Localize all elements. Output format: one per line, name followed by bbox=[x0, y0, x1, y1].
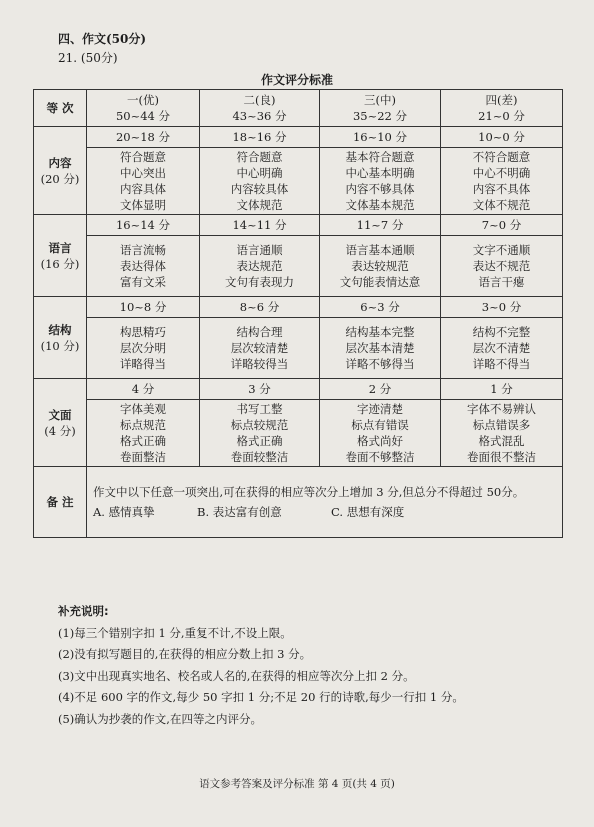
criterion: 内容具体 bbox=[120, 182, 166, 196]
criterion: 层次分明 bbox=[120, 341, 166, 355]
category-name: 内容 bbox=[48, 155, 72, 170]
score-row bbox=[34, 127, 563, 148]
note-text: 作文中以下任意一项突出,可在获得的相应等次分上增加 3 分,但总分不得超过 50分。 bbox=[93, 485, 525, 499]
category-name: 结构 bbox=[48, 322, 72, 337]
score-row bbox=[34, 379, 563, 400]
note-cell bbox=[87, 467, 563, 538]
criteria-row bbox=[34, 318, 563, 379]
supplement-title: 补充说明: bbox=[58, 604, 109, 618]
level-1-header: 一(优) 50~44 分 bbox=[87, 90, 200, 127]
criterion: 结构基本完整 bbox=[345, 325, 415, 339]
criterion: 中心不明确 bbox=[472, 166, 531, 180]
category-points: (10 分) bbox=[40, 338, 80, 353]
criterion: 符合题意 bbox=[236, 150, 283, 164]
criterion: 语言干瘪 bbox=[478, 275, 525, 289]
level-3-header: 三(中) 35~22 分 bbox=[320, 90, 441, 127]
score-range-cell: 18~16 分 bbox=[200, 127, 320, 148]
section-title: 四、作文(50分) bbox=[58, 32, 147, 46]
grading-table bbox=[33, 89, 563, 538]
score-range-cell: 4 分 bbox=[87, 379, 200, 400]
criteria-cell bbox=[200, 148, 320, 215]
score-range-cell: 8~6 分 bbox=[200, 297, 320, 318]
criterion: 字体美观 bbox=[120, 402, 166, 416]
criterion: 中心明确 bbox=[236, 166, 283, 180]
criteria-row bbox=[34, 236, 563, 297]
criterion: 标点有错误 bbox=[351, 418, 409, 432]
criterion: 书写工整 bbox=[236, 402, 283, 416]
criterion: 语言流畅 bbox=[120, 243, 166, 257]
criterion: 格式尚好 bbox=[357, 434, 403, 448]
criteria-cell bbox=[200, 318, 320, 379]
level-4-header: 四(差) 21~0 分 bbox=[441, 90, 563, 127]
criteria-row bbox=[34, 148, 563, 215]
criterion: 不符合题意 bbox=[472, 150, 531, 164]
note-options bbox=[93, 502, 556, 522]
criterion: 表达规范 bbox=[236, 259, 283, 273]
criterion: 中心突出 bbox=[120, 166, 166, 180]
score-row bbox=[34, 297, 563, 318]
level-label: 等 次 bbox=[34, 90, 87, 127]
category-cell bbox=[34, 127, 87, 215]
criterion: 表达不规范 bbox=[472, 259, 531, 273]
score-range-cell: 3~0 分 bbox=[441, 297, 563, 318]
note-row bbox=[34, 467, 563, 538]
criteria-cell bbox=[441, 236, 563, 297]
criterion: 结构合理 bbox=[236, 325, 283, 339]
score-range-cell: 10~8 分 bbox=[87, 297, 200, 318]
criterion: 卷面很不整洁 bbox=[467, 450, 536, 464]
criteria-cell bbox=[320, 236, 441, 297]
score-range-cell: 20~18 分 bbox=[87, 127, 200, 148]
criterion: 基本符合题意 bbox=[345, 150, 415, 164]
criterion: 卷面整洁 bbox=[120, 450, 166, 464]
criteria-cell bbox=[441, 318, 563, 379]
criterion: 详略不够得当 bbox=[345, 357, 415, 371]
criterion: 构思精巧 bbox=[120, 325, 166, 339]
criteria-cell bbox=[87, 148, 200, 215]
supplement bbox=[58, 601, 464, 730]
category-points: (4 分) bbox=[44, 423, 76, 438]
criterion: 语言基本通顺 bbox=[345, 243, 415, 257]
note-label: 备 注 bbox=[34, 467, 87, 538]
category-cell bbox=[34, 297, 87, 379]
criterion: 文字不通顺 bbox=[472, 243, 531, 257]
criterion: 字体不易辨认 bbox=[467, 402, 536, 416]
criteria-cell bbox=[87, 236, 200, 297]
level-2-header: 二(良) 43~36 分 bbox=[200, 90, 320, 127]
criterion: 详略较得当 bbox=[230, 357, 289, 371]
supplement-item: (2)没有拟写题目的,在获得的相应分数上扣 3 分。 bbox=[58, 647, 312, 661]
score-range-cell: 16~14 分 bbox=[87, 215, 200, 236]
score-range-cell: 16~10 分 bbox=[320, 127, 441, 148]
score-range-cell: 3 分 bbox=[200, 379, 320, 400]
criterion: 文体规范 bbox=[236, 198, 283, 212]
note-option: C. 思想有深度 bbox=[331, 505, 405, 519]
criteria-cell bbox=[320, 318, 441, 379]
category-points: (20 分) bbox=[40, 171, 80, 186]
criterion: 卷面较整洁 bbox=[230, 450, 289, 464]
criterion: 文体基本规范 bbox=[345, 198, 415, 212]
criteria-row bbox=[34, 400, 563, 467]
supplement-item: (3)文中出现真实地名、校名或人名的,在获得的相应等次分上扣 2 分。 bbox=[58, 668, 415, 683]
category-name: 语言 bbox=[48, 240, 72, 255]
note-option: B. 表达富有创意 bbox=[197, 505, 282, 519]
category-cell bbox=[34, 215, 87, 297]
category-cell bbox=[34, 379, 87, 467]
score-row bbox=[34, 215, 563, 236]
criteria-cell bbox=[441, 148, 563, 215]
criteria-cell bbox=[87, 318, 200, 379]
criterion: 内容不够具体 bbox=[345, 182, 415, 196]
criterion: 符合题意 bbox=[120, 150, 166, 164]
criterion: 表达较规范 bbox=[351, 259, 409, 273]
criterion: 标点规范 bbox=[120, 418, 166, 432]
score-range-cell: 6~3 分 bbox=[320, 297, 441, 318]
score-range-cell: 1 分 bbox=[441, 379, 563, 400]
table-title: 作文评分标准 bbox=[260, 73, 333, 87]
criteria-cell bbox=[441, 400, 563, 467]
criterion: 层次较清楚 bbox=[230, 341, 289, 355]
note-option: A. 感情真挚 bbox=[93, 505, 155, 519]
score-range-cell: 2 分 bbox=[320, 379, 441, 400]
page-footer: 语文参考答案及评分标准 第 4 页(共 4 页) bbox=[199, 778, 395, 790]
supplement-item: (4)不足 600 字的作文,每少 50 字扣 1 分;不足 20 行的诗歌,每少一行扣 1 分。 bbox=[58, 690, 464, 704]
category-points: (16 分) bbox=[40, 256, 80, 271]
criterion: 中心基本明确 bbox=[345, 166, 415, 180]
criterion: 字迹清楚 bbox=[357, 402, 403, 416]
criterion: 格式正确 bbox=[236, 434, 283, 448]
criteria-cell bbox=[200, 236, 320, 297]
score-range-cell: 14~11 分 bbox=[200, 215, 320, 236]
score-range-cell: 7~0 分 bbox=[441, 215, 563, 236]
criterion: 卷面不够整洁 bbox=[345, 450, 415, 464]
criteria-cell bbox=[87, 400, 200, 467]
criteria-cell bbox=[320, 148, 441, 215]
criterion: 语言通顺 bbox=[236, 243, 283, 257]
criterion: 层次基本清楚 bbox=[345, 341, 415, 355]
criteria-cell bbox=[200, 400, 320, 467]
criterion: 表达得体 bbox=[120, 259, 166, 273]
category-name: 文面 bbox=[48, 407, 72, 422]
question-number: 21. (50分) bbox=[58, 51, 118, 65]
criterion: 标点错误多 bbox=[472, 418, 531, 432]
criterion: 文体不规范 bbox=[472, 198, 531, 212]
criterion: 层次不清楚 bbox=[472, 341, 531, 355]
criterion: 文句有表现力 bbox=[225, 275, 294, 289]
score-range-cell: 11~7 分 bbox=[320, 215, 441, 236]
score-range-cell: 10~0 分 bbox=[441, 127, 563, 148]
supplement-item: (5)确认为抄袭的作文,在四等之内评分。 bbox=[58, 711, 262, 726]
supplement-item: (1)每三个错别字扣 1 分,重复不计,不设上限。 bbox=[58, 625, 292, 640]
criterion: 详略得当 bbox=[120, 357, 166, 371]
criterion: 标点较规范 bbox=[230, 418, 289, 432]
criterion: 富有文采 bbox=[120, 275, 166, 289]
criterion: 文体显明 bbox=[120, 198, 166, 212]
criterion: 格式混乱 bbox=[478, 434, 525, 448]
criterion: 格式正确 bbox=[120, 434, 166, 448]
criterion: 详略不得当 bbox=[472, 357, 531, 371]
criteria-cell bbox=[320, 400, 441, 467]
criterion: 内容不具体 bbox=[472, 182, 531, 196]
criterion: 文句能表情达意 bbox=[339, 275, 421, 289]
header-row bbox=[34, 90, 563, 127]
criterion: 内容较具体 bbox=[230, 182, 289, 196]
criterion: 结构不完整 bbox=[472, 325, 531, 339]
